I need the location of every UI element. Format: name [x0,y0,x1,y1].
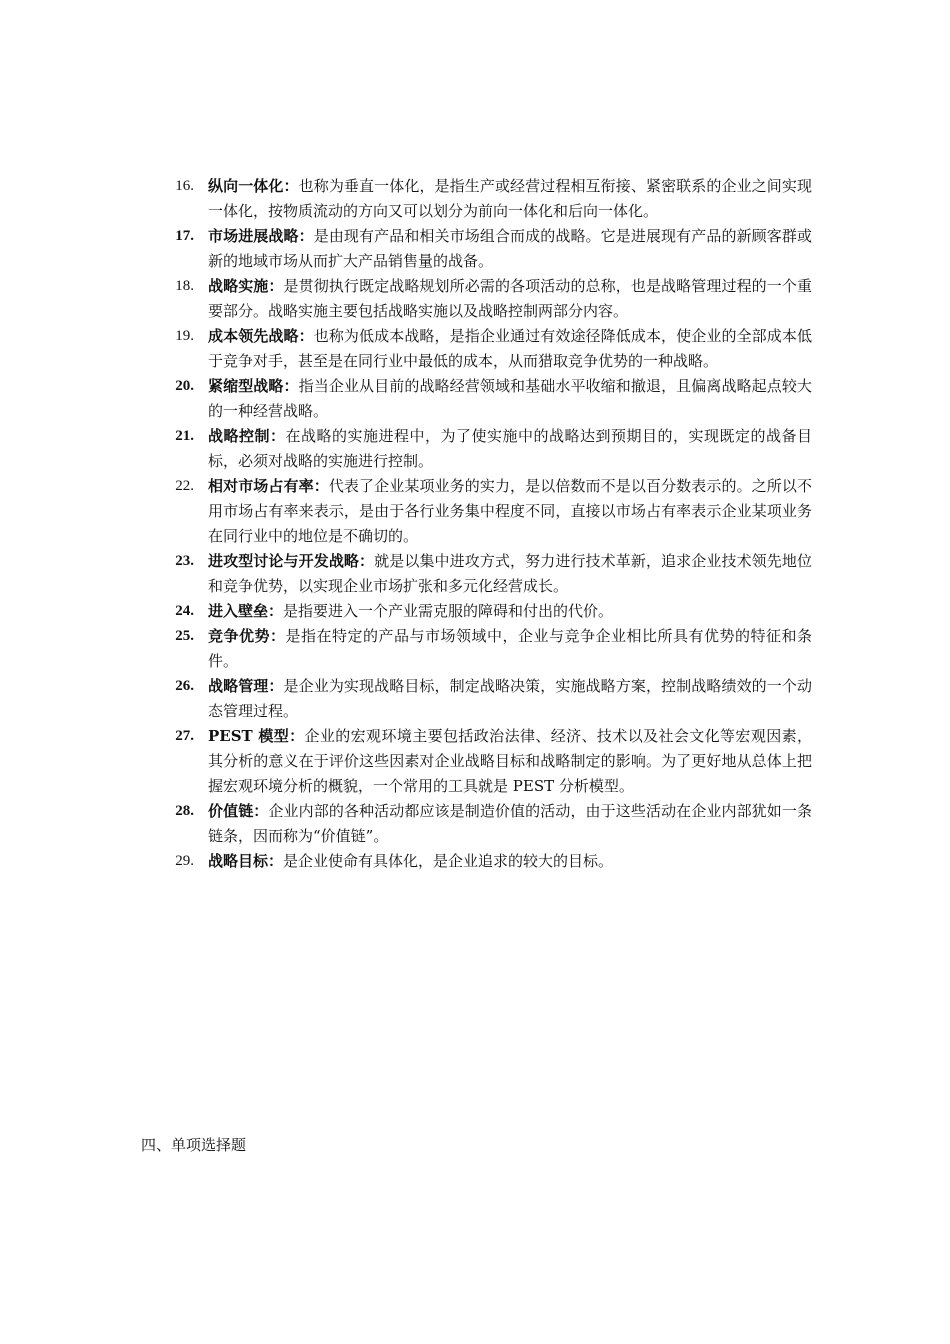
definition-item [160,599,812,624]
section-heading: 四、单项选择题 [141,1136,247,1154]
definition-item [160,374,812,424]
item-number: 23. [175,553,194,569]
definition-item [160,724,812,799]
definition-item [160,424,812,474]
definition-text: 是企业使命有具体化，是企业追求的较大的目标。 [283,852,614,870]
definition-item [160,474,812,549]
term-label: 战略实施： [208,277,284,295]
definition-item [160,624,812,674]
definition-text: 是由现有产品和相关市场组合而成的战略。它是进展现有产品的新顾客群或新的地域市场从而扩大产品销售量的战备。 [208,227,812,270]
definition-text: 企业内部的各种活动都应该是制造价值的活动，由于这些活动在企业内部犹如一条链条，因而称为“价值链”。 [208,802,812,845]
item-number: 18. [175,278,194,294]
term-label: PEST 模型： [208,727,305,745]
definition-text: 也称为垂直一体化，是指生产或经营过程相互衔接、紧密联系的企业之间实现一体化，按物质流动的方向又可以划分为前向一体化和后向一体化。 [208,177,812,220]
item-number: 26. [175,678,194,694]
term-label: 进攻型讨论与开发战略： [208,552,375,570]
item-number: 25. [175,628,194,644]
item-number: 19. [175,328,194,344]
item-number: 24. [175,603,194,619]
definition-text: 是企业为实现战略目标，制定战略决策，实施战略方案，控制战略绩效的一个动态管理过程。 [208,677,812,720]
item-number: 29. [175,853,194,869]
definition-item [160,549,812,599]
item-number: 28. [175,803,194,819]
item-number: 21. [175,428,194,444]
term-label: 进入壁垒： [208,602,284,620]
definition-list [160,174,812,874]
definition-item [160,799,812,849]
item-number: 20. [175,378,194,394]
definition-text: 是指在特定的产品与市场领域中，企业与竞争企业相比所具有优势的特征和条件。 [208,627,812,670]
term-label: 战略目标： [208,852,284,870]
definition-text: 是指要进入一个产业需克服的障碍和付出的代价。 [283,602,614,620]
item-number: 27. [175,728,194,744]
definition-text: 就是以集中进攻方式，努力进行技术革新，追求企业技术领先地位和竞争优势，以实现企业市场扩张和多元化经营成长。 [208,552,812,595]
definition-item [160,224,812,274]
term-label: 竞争优势： [208,627,286,645]
definition-text: 是贯彻执行既定战略规划所必需的各项活动的总称，也是战略管理过程的一个重要部分。战略实施主要包括战略实施以及战略控制两部分内容。 [208,277,812,320]
term-label: 价值链： [208,802,269,820]
term-label: 战略控制： [208,427,286,445]
term-label: 成本领先战略： [208,327,314,345]
definition-item [160,174,812,224]
definition-item [160,324,812,374]
definition-text: 也称为低成本战略，是指企业通过有效途径降低成本，使企业的全部成本低于竞争对手，甚至是在同行业中最低的成本，从而猎取竞争优势的一种战略。 [208,327,812,370]
definition-text: 代表了企业某项业务的实力，是以倍数而不是以百分数表示的。之所以不用市场占有率来表示，是由于各行业务集中程度不同，直接以市场占有率表示企业某项业务在同行业中的地位是不确切的。 [208,477,812,545]
definition-text: 在战略的实施进程中，为了使实施中的战略达到预期目的，实现既定的战备目标，必须对战略的实施进行控制。 [208,427,812,470]
definition-text: 指当企业从目前的战略经营领域和基础水平收缩和撤退，且偏离战略起点较大的一种经营战略。 [208,377,812,420]
term-label: 市场进展战略： [208,227,314,245]
term-label: 纵向一体化： [208,177,299,195]
term-label: 相对市场占有率： [208,477,329,495]
definition-item [160,674,812,724]
definition-text: 企业的宏观环境主要包括政治法律、经济、技术以及社会文化等宏观因素，其分析的意义在于评价这些因素对企业战略目标和战略制定的影响。为了更好地从总体上把握宏观环境分析的概貌，一个常用的工具就是 PEST 分析模型。 [208,727,812,795]
definition-item [160,274,812,324]
item-number: 17. [175,228,194,244]
item-number: 22. [175,478,194,494]
term-label: 战略管理： [208,677,284,695]
item-number: 16. [175,178,194,194]
term-label: 紧缩型战略： [208,377,299,395]
definition-item [160,849,812,874]
